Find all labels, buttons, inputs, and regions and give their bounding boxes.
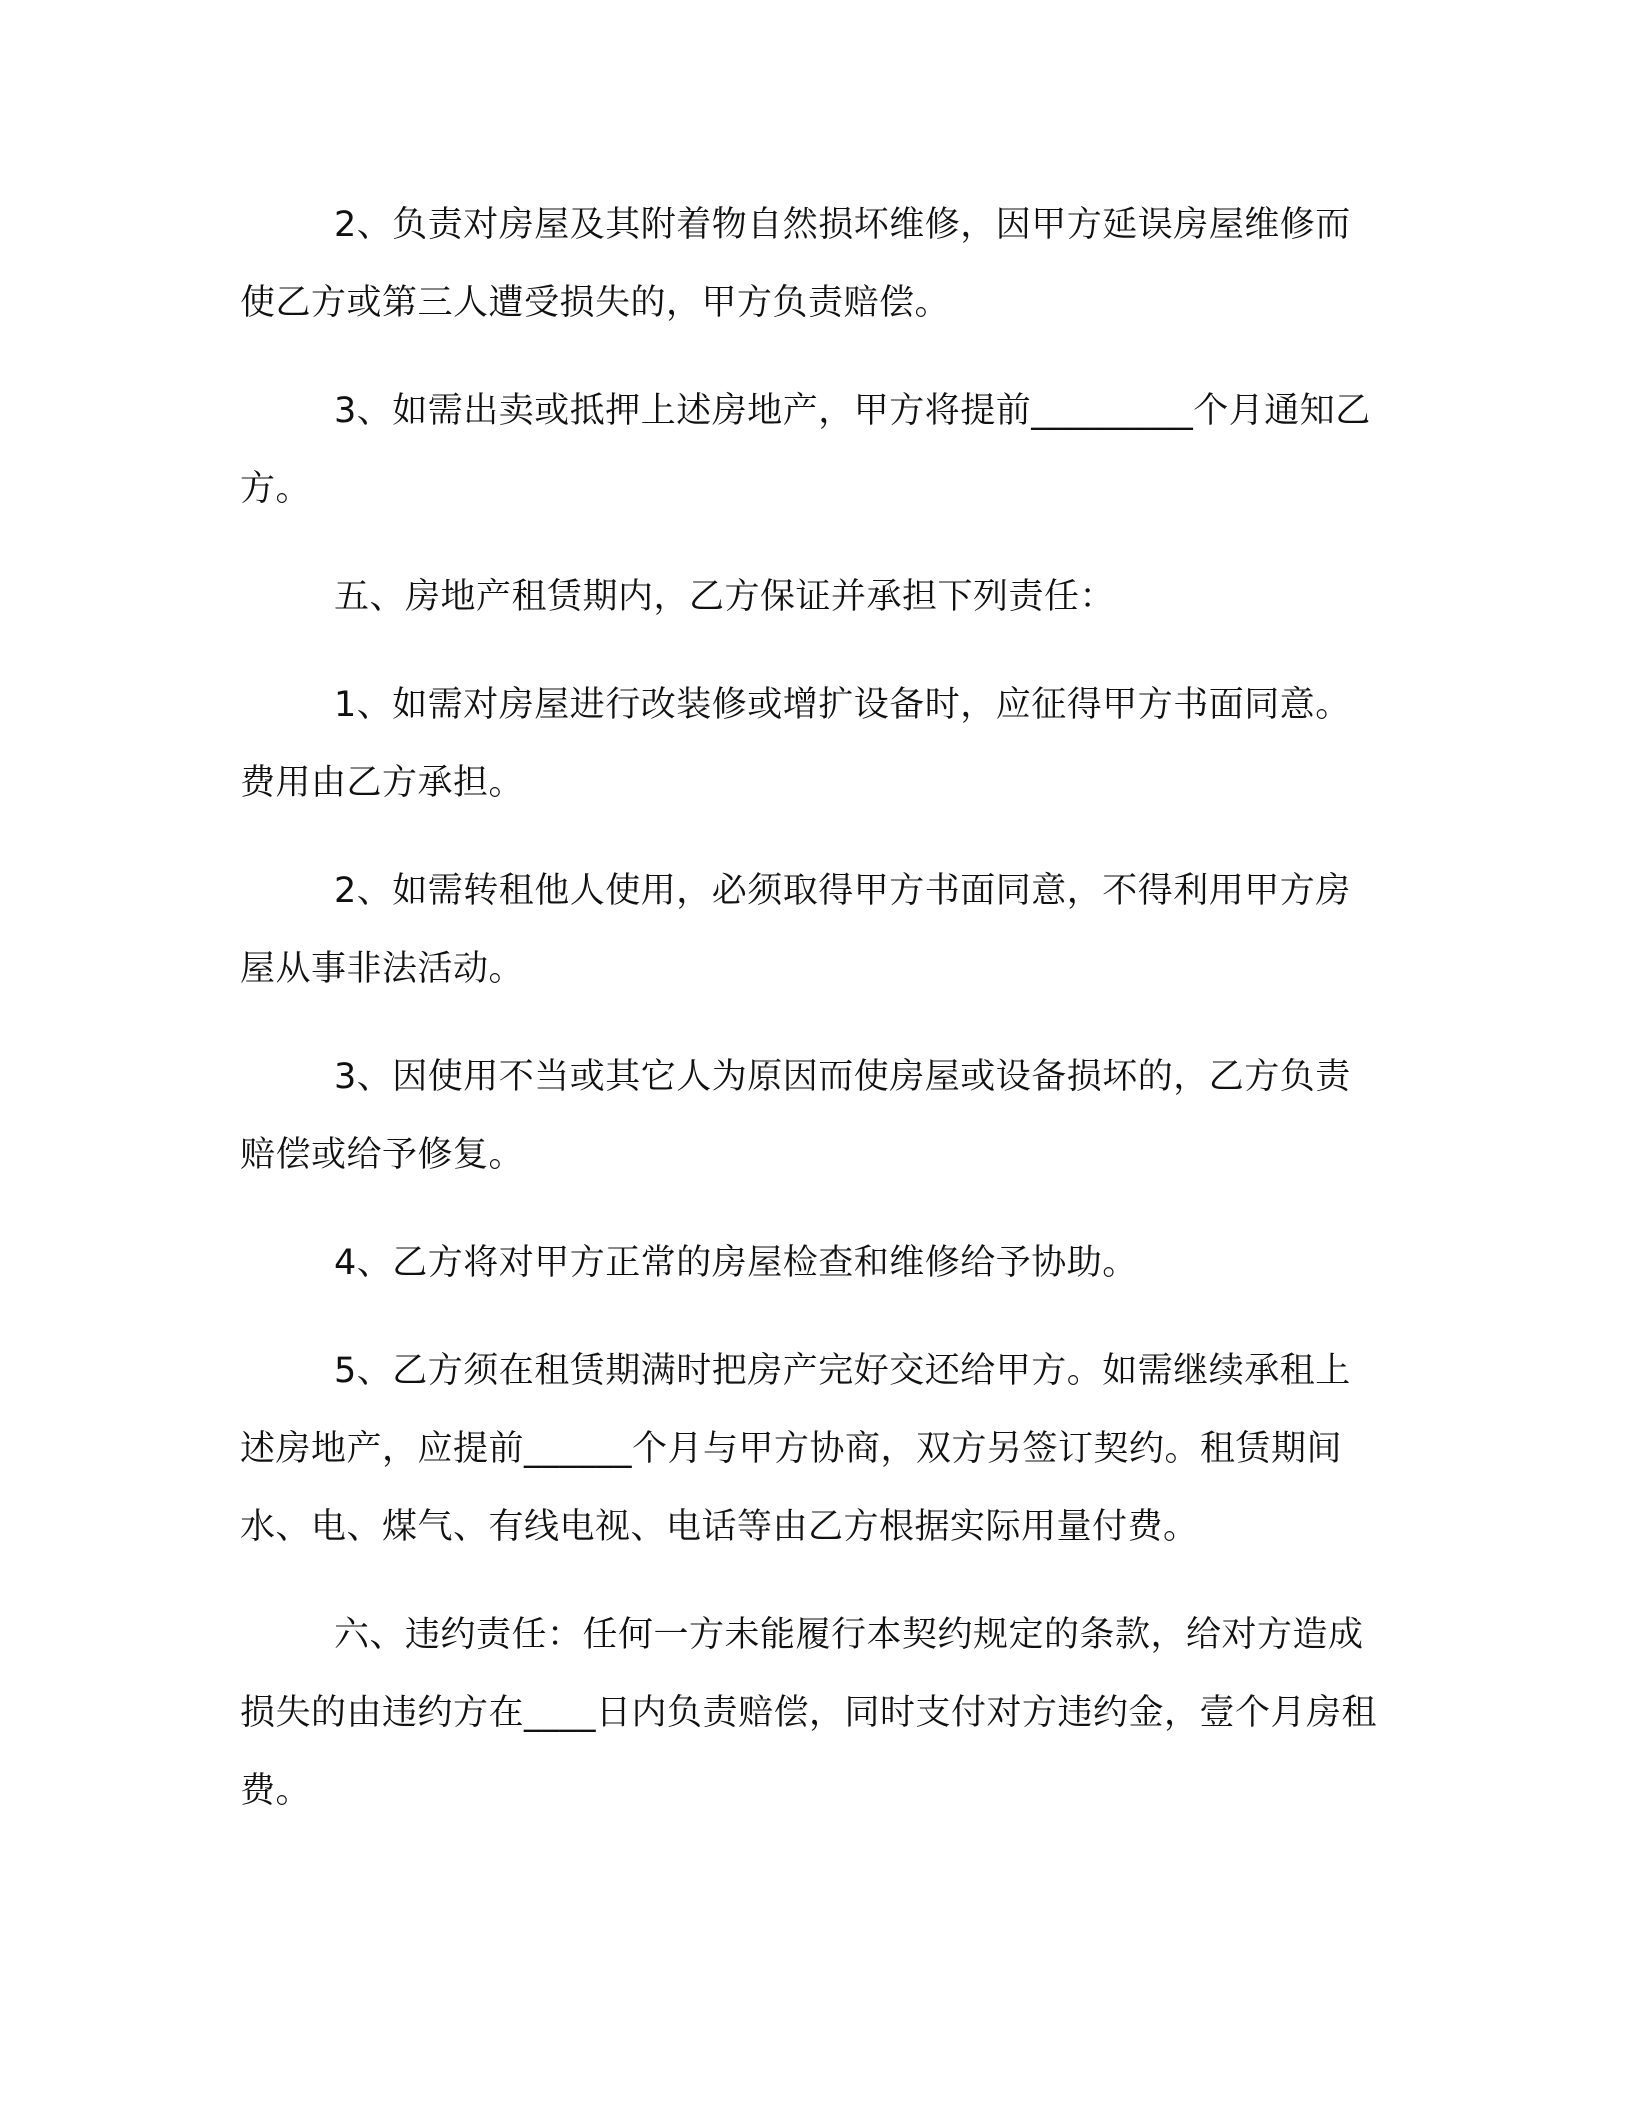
clause-paragraph: 2、如需转租他人使用，必须取得甲方书面同意，不得利用甲方房屋从事非法活动。: [240, 871, 1351, 989]
clause-paragraph: 2、负责对房屋及其附着物自然损坏维修，因甲方延误房屋维修而使乙方或第三人遭受损失的，甲方负责赔偿。: [240, 205, 1351, 323]
section-heading-paragraph: 五、房地产租赁期内，乙方保证并承担下列责任：: [334, 577, 1116, 617]
clause-paragraph: 4、乙方将对甲方正常的房屋检查和维修给予协助。: [334, 1243, 1138, 1283]
clause-paragraph: 3、因使用不当或其它人为原因而使房屋或设备损坏的，乙方负责赔偿或给予修复。: [240, 1057, 1351, 1175]
section-heading-paragraph: 六、违约责任：任何一方未能履行本契约规定的条款，给对方造成损失的由违约方在____日内负责赔偿，同时支付对方违约金，壹个月房租费。: [240, 1615, 1378, 1811]
clause-paragraph: 5、乙方须在租赁期满时把房产完好交还给甲方。如需继续承租上述房地产，应提前______个月与甲方协商，双方另签订契约。租赁期间水、电、煤气、有线电视、电话等由乙方根据实际用量付费。: [240, 1351, 1351, 1547]
clause-paragraph: 3、如需出卖或抵押上述房地产，甲方将提前_________个月通知乙方。: [240, 391, 1371, 509]
clause-paragraph: 1、如需对房屋进行改装修或增扩设备时，应征得甲方书面同意。费用由乙方承担。: [240, 685, 1351, 803]
document-body: [240, 186, 1380, 1860]
